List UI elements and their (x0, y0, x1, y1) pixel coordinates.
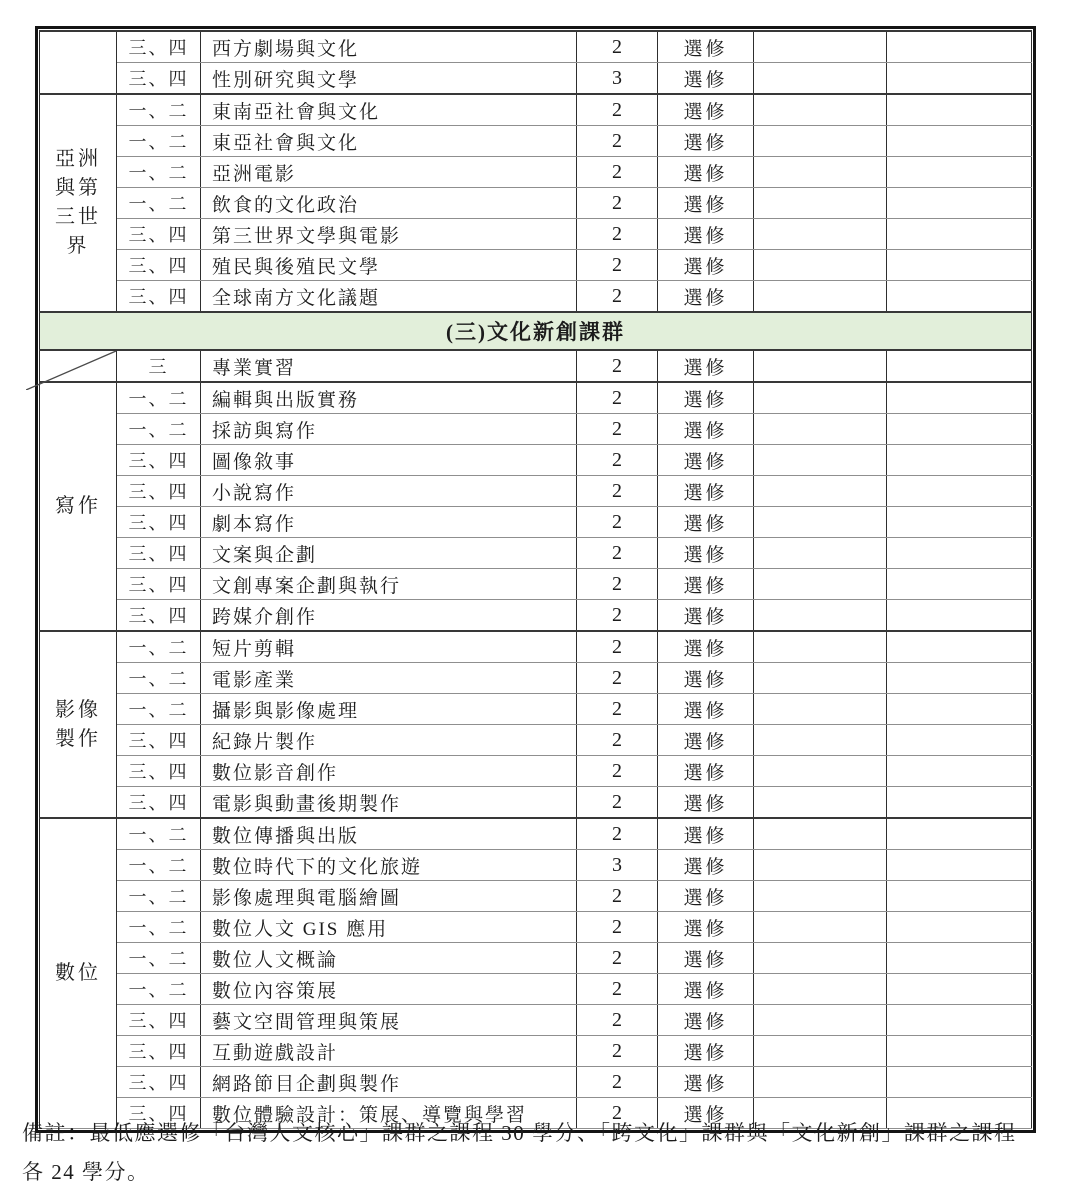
course-row (40, 281, 1032, 313)
course-type-cell: 選修 (658, 756, 754, 787)
course-row (40, 63, 1032, 95)
empty-cell-2 (887, 63, 1032, 95)
course-type-cell: 選修 (658, 445, 754, 476)
empty-cell-2 (887, 850, 1032, 881)
year-level-cell: 三、四 (117, 600, 201, 632)
course-type-cell: 選修 (658, 414, 754, 445)
empty-cell-1 (754, 188, 887, 219)
course-row (40, 725, 1032, 756)
credits-cell: 2 (577, 31, 658, 63)
course-name-cell: 西方劇場與文化 (201, 31, 577, 63)
year-level-cell: 三、四 (117, 507, 201, 538)
year-level-cell: 一、二 (117, 881, 201, 912)
course-row (40, 1067, 1032, 1098)
credits-cell: 2 (577, 94, 658, 126)
course-name-cell: 數位內容策展 (201, 974, 577, 1005)
course-name-cell: 電影與動畫後期製作 (201, 787, 577, 819)
course-name-cell: 短片剪輯 (201, 631, 577, 663)
course-type-cell: 選修 (658, 1067, 754, 1098)
empty-cell-2 (887, 350, 1032, 382)
empty-cell-2 (887, 250, 1032, 281)
empty-cell-1 (754, 350, 887, 382)
empty-cell-2 (887, 476, 1032, 507)
course-type-cell: 選修 (658, 1005, 754, 1036)
empty-cell-2 (887, 912, 1032, 943)
course-name-cell: 紀錄片製作 (201, 725, 577, 756)
year-level-cell: 一、二 (117, 188, 201, 219)
year-level-cell: 三、四 (117, 1067, 201, 1098)
course-type-cell: 選修 (658, 974, 754, 1005)
credits-cell: 2 (577, 631, 658, 663)
course-name-cell: 殖民與後殖民文學 (201, 250, 577, 281)
empty-cell-1 (754, 507, 887, 538)
empty-cell-2 (887, 694, 1032, 725)
credits-cell: 2 (577, 445, 658, 476)
category-cell (40, 350, 117, 382)
course-name-cell: 藝文空間管理與策展 (201, 1005, 577, 1036)
course-type-cell: 選修 (658, 31, 754, 63)
year-level-cell: 三、四 (117, 281, 201, 313)
year-level-cell: 三、四 (117, 1005, 201, 1036)
year-level-cell: 三、四 (117, 219, 201, 250)
course-name-cell: 文創專案企劃與執行 (201, 569, 577, 600)
empty-cell-1 (754, 476, 887, 507)
credits-cell: 2 (577, 350, 658, 382)
empty-cell-1 (754, 94, 887, 126)
credits-cell: 2 (577, 382, 658, 414)
empty-cell-1 (754, 63, 887, 95)
course-name-cell: 互動遊戲設計 (201, 1036, 577, 1067)
credits-cell: 2 (577, 1067, 658, 1098)
course-type-cell: 選修 (658, 694, 754, 725)
empty-cell-2 (887, 725, 1032, 756)
course-type-cell: 選修 (658, 507, 754, 538)
year-level-cell: 一、二 (117, 974, 201, 1005)
empty-cell-2 (887, 157, 1032, 188)
year-level-cell: 三、四 (117, 756, 201, 787)
year-level-cell: 一、二 (117, 382, 201, 414)
category-cell: 數位 (40, 818, 117, 1129)
empty-cell-1 (754, 850, 887, 881)
course-type-cell: 選修 (658, 126, 754, 157)
credits-cell: 2 (577, 694, 658, 725)
course-name-cell: 第三世界文學與電影 (201, 219, 577, 250)
credits-cell: 2 (577, 912, 658, 943)
empty-cell-1 (754, 569, 887, 600)
empty-cell-1 (754, 725, 887, 756)
empty-cell-2 (887, 569, 1032, 600)
empty-cell-2 (887, 818, 1032, 850)
empty-cell-2 (887, 881, 1032, 912)
course-type-cell: 選修 (658, 94, 754, 126)
credits-cell: 2 (577, 881, 658, 912)
empty-cell-1 (754, 126, 887, 157)
course-name-cell: 跨媒介創作 (201, 600, 577, 632)
empty-cell-2 (887, 756, 1032, 787)
year-level-cell: 三、四 (117, 31, 201, 63)
year-level-cell: 一、二 (117, 850, 201, 881)
course-name-cell: 小說寫作 (201, 476, 577, 507)
course-row (40, 476, 1032, 507)
course-name-cell: 編輯與出版實務 (201, 382, 577, 414)
course-name-cell: 劇本寫作 (201, 507, 577, 538)
credits-cell: 2 (577, 974, 658, 1005)
credits-cell: 2 (577, 663, 658, 694)
course-name-cell: 採訪與寫作 (201, 414, 577, 445)
course-name-cell: 圖像敘事 (201, 445, 577, 476)
credits-cell: 2 (577, 600, 658, 632)
empty-cell-1 (754, 250, 887, 281)
course-type-cell: 選修 (658, 663, 754, 694)
course-name-cell: 飲食的文化政治 (201, 188, 577, 219)
course-table-frame (35, 26, 1036, 1133)
course-type-cell: 選修 (658, 538, 754, 569)
category-cell (40, 31, 117, 94)
credits-cell: 2 (577, 250, 658, 281)
footnote-line-1: 備註：最低應選修「台灣人文核心」課群之課程 30 學分、「跨文化」課群與「文化新創」課群之課程 (22, 1121, 1017, 1145)
empty-cell-1 (754, 787, 887, 819)
credits-cell: 2 (577, 569, 658, 600)
course-row (40, 94, 1032, 126)
empty-cell-2 (887, 787, 1032, 819)
course-type-cell: 選修 (658, 1036, 754, 1067)
course-type-cell: 選修 (658, 219, 754, 250)
footnote (22, 1114, 1067, 1192)
year-level-cell: 一、二 (117, 94, 201, 126)
empty-cell-1 (754, 974, 887, 1005)
empty-cell-1 (754, 281, 887, 313)
course-row (40, 219, 1032, 250)
empty-cell-1 (754, 631, 887, 663)
course-name-cell: 全球南方文化議題 (201, 281, 577, 313)
year-level-cell: 三、四 (117, 1036, 201, 1067)
course-name-cell: 數位人文 GIS 應用 (201, 912, 577, 943)
year-level-cell: 三、四 (117, 538, 201, 569)
course-row (40, 1005, 1032, 1036)
course-name-cell: 影像處理與電腦繪圖 (201, 881, 577, 912)
year-level-cell: 一、二 (117, 414, 201, 445)
course-row (40, 538, 1032, 569)
year-level-cell: 三、四 (117, 1098, 201, 1129)
course-type-cell: 選修 (658, 281, 754, 313)
course-table (39, 30, 1032, 1129)
empty-cell-2 (887, 94, 1032, 126)
course-type-cell: 選修 (658, 63, 754, 95)
credits-cell: 2 (577, 188, 658, 219)
empty-cell-1 (754, 1005, 887, 1036)
course-row (40, 250, 1032, 281)
year-level-cell: 三、四 (117, 725, 201, 756)
empty-cell-2 (887, 1036, 1032, 1067)
year-level-cell: 一、二 (117, 631, 201, 663)
empty-cell-1 (754, 157, 887, 188)
course-row (40, 569, 1032, 600)
year-level-cell: 一、二 (117, 157, 201, 188)
empty-cell-1 (754, 1067, 887, 1098)
course-type-cell: 選修 (658, 850, 754, 881)
course-row (40, 188, 1032, 219)
course-name-cell: 攝影與影像處理 (201, 694, 577, 725)
course-row (40, 974, 1032, 1005)
course-row (40, 850, 1032, 881)
course-type-cell: 選修 (658, 188, 754, 219)
course-row (40, 663, 1032, 694)
credits-cell: 3 (577, 850, 658, 881)
course-type-cell: 選修 (658, 382, 754, 414)
credits-cell: 2 (577, 126, 658, 157)
credits-cell: 2 (577, 756, 658, 787)
empty-cell-2 (887, 219, 1032, 250)
empty-cell-2 (887, 974, 1032, 1005)
course-name-cell: 專業實習 (201, 350, 577, 382)
credits-cell: 2 (577, 1005, 658, 1036)
empty-cell-1 (754, 600, 887, 632)
empty-cell-1 (754, 538, 887, 569)
course-row (40, 818, 1032, 850)
credits-cell: 2 (577, 818, 658, 850)
year-level-cell: 三、四 (117, 250, 201, 281)
year-level-cell: 三、四 (117, 476, 201, 507)
empty-cell-2 (887, 414, 1032, 445)
course-row (40, 600, 1032, 632)
course-row (40, 414, 1032, 445)
category-cell: 影像製作 (40, 631, 117, 818)
course-row (40, 507, 1032, 538)
course-table-body (40, 31, 1032, 1129)
course-row (40, 756, 1032, 787)
credits-cell: 2 (577, 538, 658, 569)
empty-cell-2 (887, 281, 1032, 313)
credits-cell: 2 (577, 725, 658, 756)
course-type-cell: 選修 (658, 943, 754, 974)
course-row (40, 631, 1032, 663)
empty-cell-1 (754, 382, 887, 414)
empty-cell-2 (887, 538, 1032, 569)
footnote-line-2: 各 24 學分。 (22, 1160, 150, 1184)
course-row (40, 445, 1032, 476)
course-type-cell: 選修 (658, 787, 754, 819)
year-level-cell: 三 (117, 350, 201, 382)
course-row (40, 382, 1032, 414)
empty-cell-1 (754, 663, 887, 694)
credits-cell: 2 (577, 787, 658, 819)
empty-cell-1 (754, 694, 887, 725)
credits-cell: 2 (577, 1036, 658, 1067)
course-name-cell: 數位時代下的文化旅遊 (201, 850, 577, 881)
year-level-cell: 一、二 (117, 912, 201, 943)
empty-cell-1 (754, 414, 887, 445)
empty-cell-1 (754, 943, 887, 974)
course-type-cell: 選修 (658, 250, 754, 281)
course-row (40, 787, 1032, 819)
year-level-cell: 一、二 (117, 126, 201, 157)
year-level-cell: 一、二 (117, 663, 201, 694)
empty-cell-1 (754, 1036, 887, 1067)
empty-cell-1 (754, 445, 887, 476)
credits-cell: 2 (577, 281, 658, 313)
course-row (40, 943, 1032, 974)
course-type-cell: 選修 (658, 569, 754, 600)
course-name-cell: 數位傳播與出版 (201, 818, 577, 850)
empty-cell-1 (754, 756, 887, 787)
credits-cell: 2 (577, 476, 658, 507)
year-level-cell: 一、二 (117, 694, 201, 725)
credits-cell: 2 (577, 414, 658, 445)
course-type-cell: 選修 (658, 600, 754, 632)
course-type-cell: 選修 (658, 1098, 754, 1129)
empty-cell-2 (887, 600, 1032, 632)
course-row (40, 881, 1032, 912)
year-level-cell: 一、二 (117, 818, 201, 850)
empty-cell-2 (887, 943, 1032, 974)
course-name-cell: 數位體驗設計：策展、導覽與學習 (201, 1098, 577, 1129)
empty-cell-1 (754, 881, 887, 912)
course-type-cell: 選修 (658, 476, 754, 507)
year-level-cell: 一、二 (117, 943, 201, 974)
course-type-cell: 選修 (658, 350, 754, 382)
empty-cell-2 (887, 126, 1032, 157)
year-level-cell: 三、四 (117, 63, 201, 95)
year-level-cell: 三、四 (117, 445, 201, 476)
credits-cell: 2 (577, 219, 658, 250)
course-row (40, 157, 1032, 188)
empty-cell-1 (754, 818, 887, 850)
course-name-cell: 亞洲電影 (201, 157, 577, 188)
credits-cell: 2 (577, 943, 658, 974)
course-row (40, 1036, 1032, 1067)
course-name-cell: 電影產業 (201, 663, 577, 694)
credits-cell: 2 (577, 1098, 658, 1129)
course-name-cell: 東亞社會與文化 (201, 126, 577, 157)
empty-cell-2 (887, 1067, 1032, 1098)
empty-cell-2 (887, 507, 1032, 538)
course-row (40, 912, 1032, 943)
category-cell: 寫作 (40, 382, 117, 631)
course-name-cell: 東南亞社會與文化 (201, 94, 577, 126)
credits-cell: 2 (577, 157, 658, 188)
section-header-cell: (三)文化新創課群 (40, 312, 1032, 350)
empty-cell-2 (887, 382, 1032, 414)
empty-cell-2 (887, 31, 1032, 63)
course-type-cell: 選修 (658, 881, 754, 912)
empty-cell-1 (754, 912, 887, 943)
empty-cell-1 (754, 31, 887, 63)
course-type-cell: 選修 (658, 818, 754, 850)
credits-cell: 2 (577, 507, 658, 538)
credits-cell: 3 (577, 63, 658, 95)
course-name-cell: 性別研究與文學 (201, 63, 577, 95)
section-header-row (40, 312, 1032, 350)
year-level-cell: 三、四 (117, 569, 201, 600)
empty-cell-1 (754, 219, 887, 250)
empty-cell-2 (887, 445, 1032, 476)
course-row (40, 350, 1032, 382)
course-row (40, 694, 1032, 725)
course-row (40, 31, 1032, 63)
course-name-cell: 數位人文概論 (201, 943, 577, 974)
course-type-cell: 選修 (658, 725, 754, 756)
empty-cell-2 (887, 1005, 1032, 1036)
empty-cell-2 (887, 663, 1032, 694)
course-row (40, 126, 1032, 157)
empty-cell-2 (887, 188, 1032, 219)
course-name-cell: 數位影音創作 (201, 756, 577, 787)
course-type-cell: 選修 (658, 912, 754, 943)
course-name-cell: 網路節目企劃與製作 (201, 1067, 577, 1098)
course-type-cell: 選修 (658, 157, 754, 188)
course-name-cell: 文案與企劃 (201, 538, 577, 569)
category-cell: 亞洲與第三世界 (40, 94, 117, 312)
year-level-cell: 三、四 (117, 787, 201, 819)
empty-cell-2 (887, 631, 1032, 663)
course-type-cell: 選修 (658, 631, 754, 663)
